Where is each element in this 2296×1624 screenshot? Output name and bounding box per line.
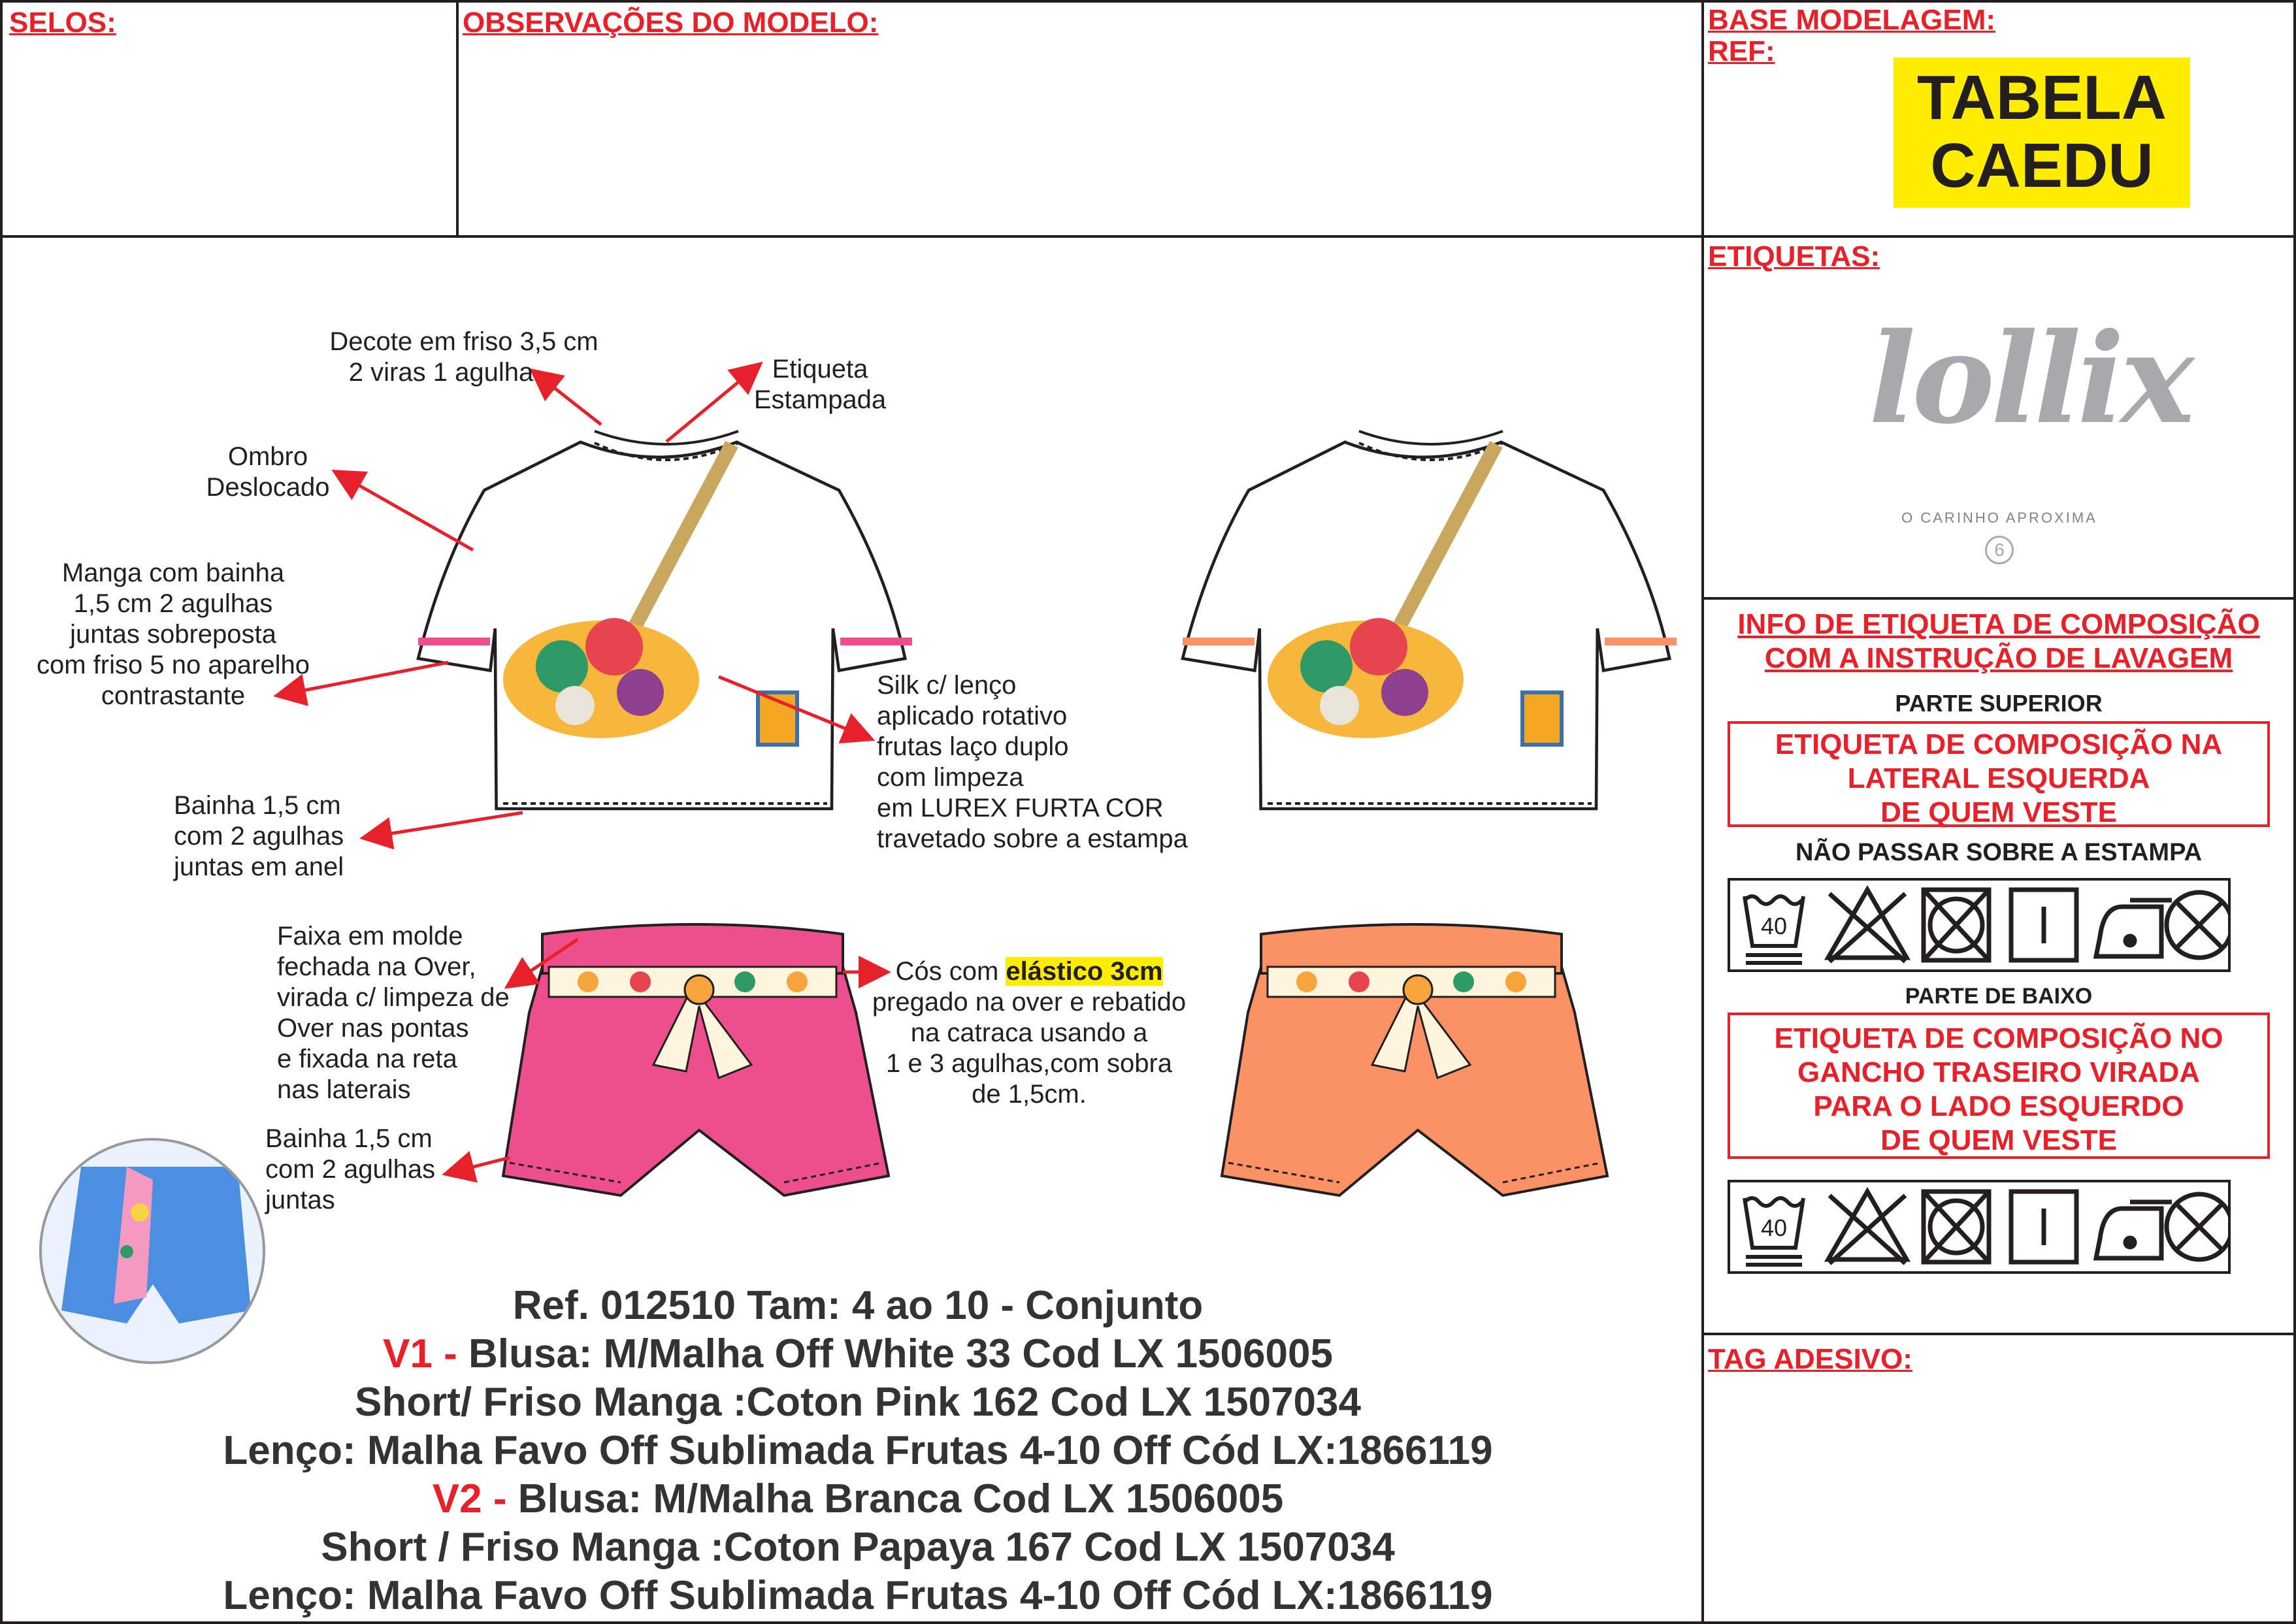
baixo-line1: ETIQUETA DE COMPOSIÇÃO NO [1774,1022,2223,1054]
no-bleach-icon [1828,1192,1907,1263]
parte-baixo-label: PARTE DE BAIXO [1905,984,2093,1009]
manga-line4: com friso 5 no aparelho [36,651,310,679]
v1-blusa-text: Blusa: M/Malha Off White 33 Cod LX 1506005 [468,1331,1333,1376]
bainha-top-line3: juntas em anel [174,853,344,881]
no-dry-clean-icon [2167,892,2228,958]
bainha-short-line3: juntas [265,1186,335,1214]
spec-v2-blusa [0,1475,1735,1523]
info-title-line2: COM A INSTRUÇÃO DE LAVAGEM [1764,642,2233,674]
annotation-manga [20,558,327,711]
line-dry-icon [2011,1192,2076,1262]
superior-line1: ETIQUETA DE COMPOSIÇÃO NA [1775,728,2223,760]
tabela-line2: CAEDU [1930,131,2154,201]
no-tumble-dry-icon [1924,1192,1989,1262]
bainha-short-line2: com 2 agulhas [265,1155,436,1184]
manga-line3: juntas sobreposta [70,620,276,649]
silk-line4: com limpeza [877,763,1024,792]
baixo-line4: DE QUEM VESTE [1880,1124,2117,1156]
ombro-line2: Deslocado [206,473,330,502]
cos-highlight: elástico 3cm [1006,957,1163,986]
silk-line2: aplicado rotativo [877,702,1068,730]
annotation-bainha-top [174,790,383,883]
tag-adesivo-label: TAG ADESIVO: [1708,1343,1912,1375]
superior-line3: DE QUEM VESTE [1880,796,2117,828]
manga-line1: Manga com bainha [61,559,285,587]
tag-divider [1701,1333,2296,1335]
spec-ref: Ref. 012510 Tam: 4 ao 10 - Conjunto [512,1283,1204,1328]
wash-temp: 40 [1760,1214,1788,1241]
baixo-line2: GANCHO TRASEIRO VIRADA [1797,1056,2201,1088]
bainha-top-line1: Bainha 1,5 cm [174,791,341,820]
brand-tagline: O CARINHO APROXIMA [1901,510,2097,526]
decote-line2: 2 viras 1 agulha [348,358,534,387]
superior-line2: LATERAL ESQUERDA [1847,762,2150,794]
annotation-faixa [277,921,538,1105]
brand-size: 6 [1994,540,2005,560]
etiqueta-line2: Estampada [753,385,887,414]
faixa-line4: Over nas pontas [277,1014,469,1043]
bainha-short-line1: Bainha 1,5 cm [265,1124,433,1153]
spec-v1-lenco: Lenço: Malha Favo Off Sublimada Frutas 4-10 Off Cód LX:1866119 [223,1428,1493,1473]
cos-line1 [856,956,1202,987]
v1-tag: V1 - [383,1331,468,1376]
etiqueta-line1: Etiqueta [772,355,868,383]
cos-line2: pregado na over e rebatido [872,988,1187,1016]
cos-line5: de 1,5cm. [972,1080,1087,1109]
nao-passar-label: NÃO PASSAR SOBRE A ESTAMPA [1795,839,2203,866]
faixa-line2: fechada na Over, [277,952,476,981]
baixo-composition-box [1728,1013,2270,1159]
iron-low-icon [2096,1202,2172,1258]
annotation-silk [877,670,1243,854]
annotation-bainha-short [265,1124,474,1216]
etiquetas-label: ETIQUETAS: [1708,240,1880,272]
info-title [1708,608,2289,675]
ref-label: REF: [1708,35,1775,67]
silk-line1: Silk c/ lenço [877,671,1017,700]
care-symbols-top [1730,881,2228,969]
silk-line5: em LUREX FURTA COR [877,794,1164,822]
base-modelagem-label: BASE MODELAGEM: [1708,4,1995,36]
cos-line3: na catraca usando a [910,1018,1148,1047]
brand-name: lollix [1869,306,2191,451]
annotation-ombro [189,442,346,503]
spec-v1-short: Short/ Friso Manga :Coton Pink 162 Cod LX 1507034 [354,1380,1361,1425]
faixa-line6: nas laterais [277,1075,411,1104]
v2-blusa-text: Blusa: M/Malha Branca Cod LX 1506005 [517,1476,1284,1521]
silk-line6: travetado sobre a estampa [877,824,1188,853]
header-divider-right [1701,235,2296,238]
no-tumble-dry-icon [1924,890,1989,960]
brand-logo [1869,306,2191,503]
silk-line3: frutas laço duplo [877,732,1069,761]
superior-composition-box [1728,721,2270,827]
cos-line4: 1 e 3 agulhas,com sobra [885,1049,1173,1078]
observacoes-label: OBSERVAÇÕES DO MODELO: [463,7,879,39]
no-bleach-icon [1828,890,1907,962]
spec-v2-lenco: Lenço: Malha Favo Off Sublimada Frutas 4-10 Off Cód LX:1866119 [223,1573,1493,1618]
etiquetas-divider [1701,597,2296,600]
annotation-decote [307,327,621,388]
brand-size-circle [1985,536,2014,564]
bainha-top-line2: com 2 agulhas [174,822,344,851]
manga-line5: contrastante [101,681,246,710]
parte-superior-label: PARTE SUPERIOR [1895,690,2103,717]
no-dry-clean-icon [2167,1194,2228,1259]
care-symbols-bottom [1730,1182,2228,1271]
info-title-line1: INFO DE ETIQUETA DE COMPOSIÇÃO [1737,608,2260,640]
tabela-badge [1894,57,2190,208]
baixo-line3: PARA O LADO ESQUERDO [1813,1090,2184,1122]
wash-temp: 40 [1760,913,1788,939]
selos-label: SELOS: [9,7,116,39]
v2-tag: V2 - [432,1476,518,1521]
spec-v2-short: Short / Friso Manga :Coton Papaya 167 Cod LX 1507034 [321,1525,1395,1570]
faixa-line5: e fixada na reta [277,1045,457,1073]
care-icons-bottom [1728,1180,2231,1274]
faixa-line1: Faixa em molde [277,922,463,950]
ombro-line1: Ombro [227,442,308,471]
spec-v1-blusa [0,1330,1735,1378]
tabela-line1: TABELA [1916,63,2167,133]
annotation-cos [856,956,1202,1110]
faixa-line3: virada c/ limpeza de [277,983,510,1012]
decote-line1: Decote em friso 3,5 cm [329,327,599,356]
cos-prefix: Cós com [895,957,1006,986]
manga-line2: 1,5 cm 2 agulhas [73,589,273,618]
care-icons-top [1728,878,2231,972]
iron-low-icon [2096,900,2172,956]
annotation-etiqueta [738,354,902,415]
line-dry-icon [2011,890,2076,960]
